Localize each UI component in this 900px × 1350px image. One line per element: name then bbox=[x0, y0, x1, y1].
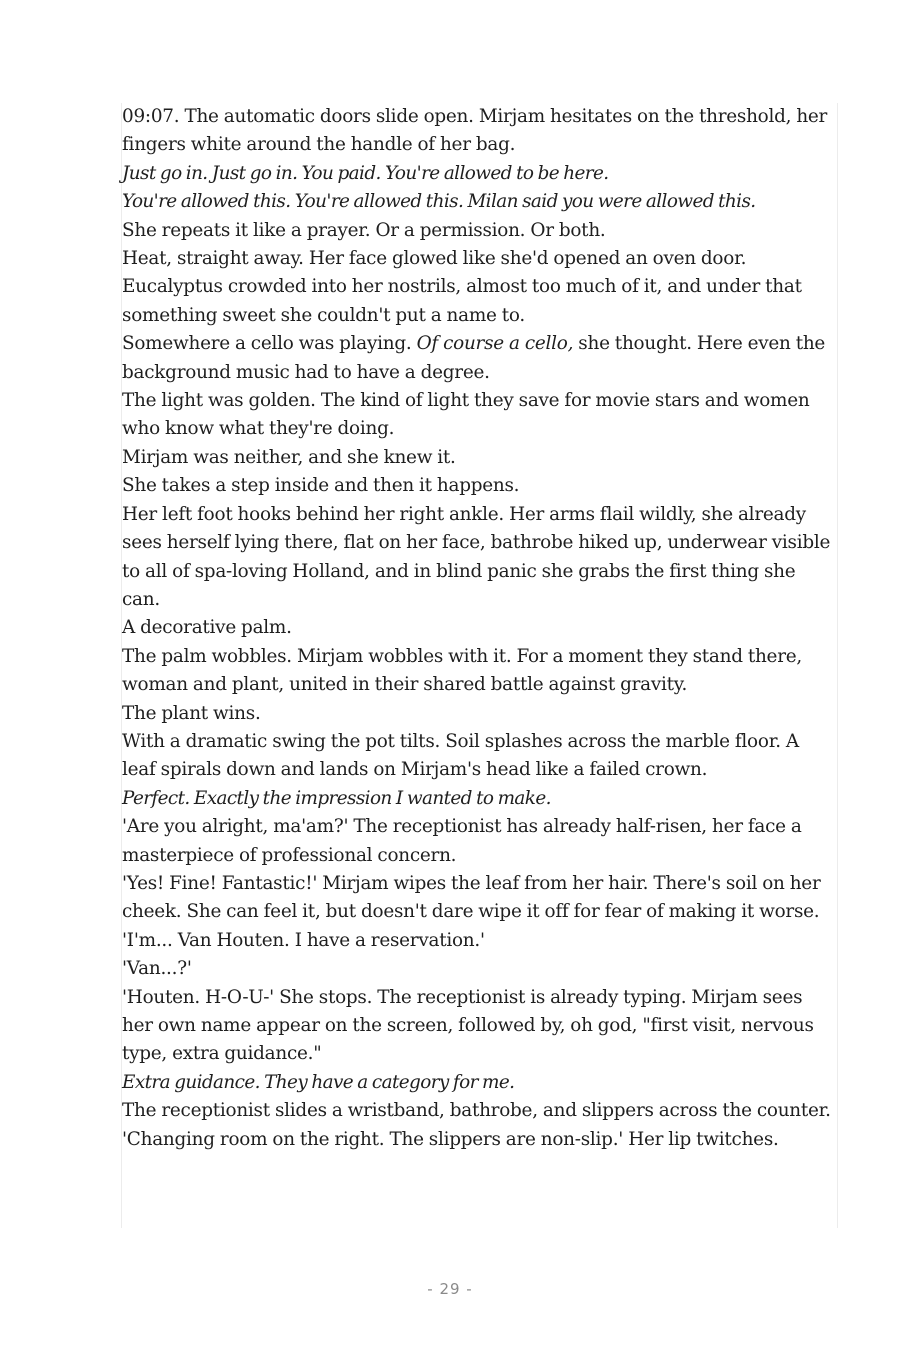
paragraph: The receptionist slides a wristband, bathrobe, and slippers across the counter. 'Changing room on the right. The slippers are non-slip.' Her lip twitches. bbox=[122, 1100, 831, 1150]
paragraph: 'Van...?' bbox=[122, 958, 192, 980]
paragraph: Heat, straight away. Her face glowed like she'd opened an oven door. Eucalyptus crowded into her nostrils, almost too much of it, and under that something sweet she couldn't put a name to. bbox=[122, 248, 802, 326]
paragraph-italic: Perfect. Exactly the impression I wanted to make. bbox=[122, 787, 551, 809]
paragraph: 'Houten. H-O-U-' She stops. The receptionist is already typing. Mirjam sees her own name appear on the screen, followed by, oh god, "first visit, nervous type, extra guidance." bbox=[122, 986, 814, 1065]
paragraph: The palm wobbles. Mirjam wobbles with it. For a moment they stand there, woman and plant, united in their shared battle against gravity. bbox=[122, 645, 802, 696]
paragraph: The plant wins. bbox=[122, 702, 261, 724]
paragraph: A decorative palm. bbox=[122, 617, 292, 639]
paragraph-italic: Just go in. Just go in. You paid. You're allowed to be here. bbox=[122, 162, 609, 184]
page-number: - 29 - bbox=[427, 1280, 473, 1298]
paragraph: 'Are you alright, ma'am?' The receptionist has already half-risen, her face a masterpiece of professional concern. bbox=[122, 816, 802, 866]
paragraph: 09:07. The automatic doors slide open. Mirjam hesitates on the threshold, her fingers white around the handle of her bag. bbox=[122, 106, 828, 156]
paragraph-italic: Extra guidance. They have a category for me. bbox=[122, 1071, 515, 1093]
paragraph-text: she thought. Here even the background music had to have a degree. bbox=[122, 333, 826, 383]
paragraph: She takes a step inside and then it happens. bbox=[122, 475, 520, 497]
paragraph-italic-phrase: Of course a cello, bbox=[416, 333, 574, 355]
paragraph-text: Somewhere a cello was playing. bbox=[122, 333, 417, 355]
paragraph: The light was golden. The kind of light they save for movie stars and women who know what they're doing. bbox=[122, 390, 810, 440]
paragraph: Her left foot hooks behind her right ankle. Her arms flail wildly, she already sees herself lying there, flat on her face, bathrobe hiked up, underwear visible to all of spa-loving Holland, and in blind panic she grabs the first thing she can. bbox=[122, 503, 831, 610]
page-body bbox=[121, 103, 838, 1228]
paragraph: With a dramatic swing the pot tilts. Soil splashes across the marble floor. A leaf spirals down and lands on Mirjam's head like a failed crown. bbox=[122, 730, 799, 781]
paragraph: She repeats it like a prayer. Or a permission. Or both. bbox=[122, 219, 606, 241]
paragraph-italic: You're allowed this. You're allowed this. Milan said you were allowed this. bbox=[122, 191, 756, 213]
paragraph: Mirjam was neither, and she knew it. bbox=[122, 446, 456, 468]
paragraph bbox=[122, 330, 837, 387]
paragraph: 'Yes! Fine! Fantastic!' Mirjam wipes the leaf from her hair. There's soil on her cheek. She can feel it, but doesn't dare wipe it off for fear of making it worse. 'I'm... Van Houten. I have a reservation.' bbox=[122, 872, 821, 951]
